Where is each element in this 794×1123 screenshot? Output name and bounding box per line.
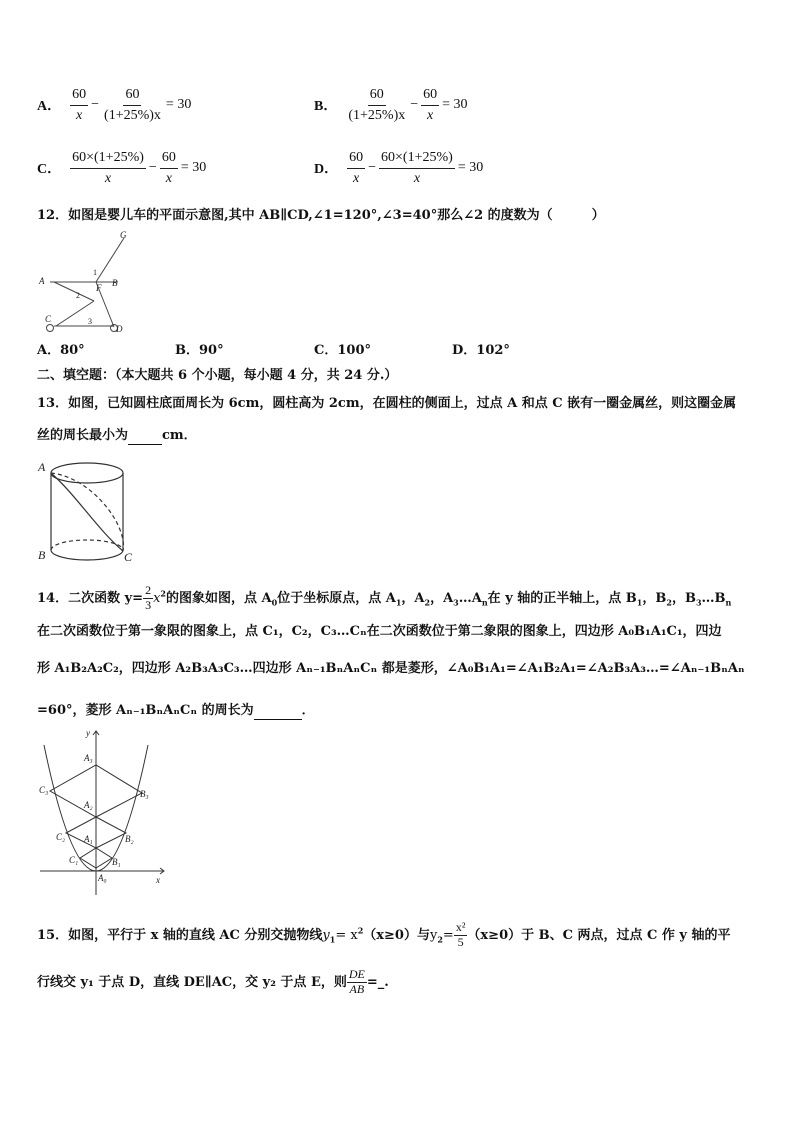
- label-a1: A₁: [84, 834, 93, 844]
- parabola-rhombus-figure: [36, 725, 176, 900]
- label-y: y: [86, 728, 90, 738]
- line-g-to-f: [96, 238, 124, 282]
- line-a-to-bend: [54, 282, 94, 301]
- q12-option-b: B．90°: [175, 343, 224, 358]
- cylinder-top: [51, 463, 123, 483]
- label-b3: B₃: [140, 789, 149, 799]
- label-b: B: [38, 548, 46, 562]
- fraction: $\frac{\text{x²}}{5}$: [455, 920, 466, 949]
- label-a: A: [38, 460, 46, 474]
- q14-line4: =60°，菱形 Aₙ₋₁BₙAₙCₙ 的周长为 ．: [37, 703, 315, 718]
- fraction: $\frac{2}{3}$: [145, 583, 152, 612]
- q11-option-b: B． $\frac{60}{(1+25\%)x}$ − $\frac{60}{x}$ = 30: [314, 87, 468, 123]
- wheel-c: [47, 325, 54, 332]
- q14-line3: 形 A₁B₂A₂C₂，四边形 A₂B₃A₃C₃…四边形 Aₙ₋₁BₙAₙCₙ 都是菱形，∠A₀B₁A₁=∠A₁B₂A₁=∠A₂B₃A₃…=∠Aₙ₋₁BₙAₙ: [37, 661, 745, 676]
- angle-1-label: 1: [93, 268, 97, 277]
- q12-option-a: A．80°: [37, 343, 85, 358]
- label-b: B: [112, 278, 118, 288]
- angle-3-label: 3: [88, 317, 92, 326]
- q15-line1: 15．如图，平行于 x 轴的直线 AC 分别交抛物线$y_1= x^2(x\ge 0)$与$y_2=$ $\frac{\text{x²}}{5}$ （x≥0）于 B、C 两点，过点 C 作 y 轴的平: [37, 920, 731, 949]
- answer-blank: [254, 719, 302, 720]
- section-title: 二、填空题：（本大题共 6 个小题，每小题 4 分，共 24 分.）: [37, 368, 398, 383]
- fraction: $\frac{60}{x}$: [161, 150, 176, 186]
- label-a2: A₂: [84, 800, 93, 810]
- fraction: $\frac{60\times(1+25\%)}{x}$: [72, 150, 144, 186]
- q12-stem: 12．如图是婴儿车的平面示意图,其中 AB∥CD,∠1=120°,∠3=40°那么∠2 的度数为（ ）: [37, 208, 605, 223]
- label-d: D: [116, 324, 123, 334]
- fraction: $\frac{60}{(1+25\%)x}$: [104, 87, 161, 123]
- label-g: G: [120, 230, 127, 240]
- q14-line1: 14．二次函数 y= $\frac{2}{3}$ $x^2$的图象如图，点 $A_0$位于坐标原点，点 $A_1$，$A_2$，$A_3\dots A_n$在 y 轴的正半轴上，点 $B_1$，$B_2$，$B_3\dots B_n$: [37, 583, 732, 612]
- fraction: $\frac{60\times(1+25\%)}{x}$: [381, 150, 453, 186]
- q12-option-c: C．100°: [314, 343, 371, 358]
- angle-2-label: 2: [76, 291, 80, 300]
- label-b2: B₂: [125, 834, 134, 844]
- q13-line1: 13．如图，已知圆柱底面周长为 6cm，圆柱高为 2cm，在圆柱的侧面上，过点 A 和点 C 嵌有一圈金属丝，则这圈金属: [37, 396, 737, 411]
- label-c1: C₁: [69, 855, 79, 865]
- q12-option-d: D．102°: [452, 343, 510, 358]
- label-c3: C₃: [39, 785, 49, 795]
- fraction: $\frac{DE}{AB}$: [348, 967, 365, 996]
- label-c: C: [45, 314, 52, 324]
- label-a0: A₀: [98, 873, 107, 883]
- q11-option-d: D． $\frac{60}{x}$ − $\frac{60\times(1+25\%)}{x}$ = 30: [314, 150, 484, 186]
- fraction: $\frac{60}{(1+25\%)x}$: [348, 87, 406, 123]
- q14-line2: 在二次函数位于第一象限的图象上，点 C₁，C₂，C₃…Cₙ在二次函数位于第二象限的图象上，四边形 A₀B₁A₁C₁，四边: [37, 624, 722, 639]
- label-a: A: [39, 276, 45, 286]
- fraction: $\frac{60}{x}$: [423, 87, 438, 123]
- q11-option-a: A． $\frac{60}{x}$ − $\frac{60}{(1+25\%)x}$ = 30: [37, 87, 192, 123]
- label-c: C: [124, 550, 133, 564]
- answer-blank: [128, 444, 162, 445]
- cylinder-bottom-front: [51, 550, 123, 560]
- wire-front: [51, 473, 123, 551]
- label-a3: A₃: [84, 753, 93, 763]
- label-c2: C₂: [56, 832, 66, 842]
- label-b1: B₁: [112, 857, 121, 867]
- q11-option-c: C． $\frac{60\times(1+25\%)}{x}$ − $\frac{60}{x}$ = 30: [37, 150, 207, 186]
- stroller-figure: [36, 230, 146, 338]
- label-f: F: [96, 283, 102, 293]
- q13-line2: 丝的周长最小为 cm．: [37, 428, 197, 443]
- label-x: x: [156, 875, 160, 885]
- q15-line2: 行线交 y₁ 于点 D，直线 DE∥AC，交 y₂ 于点 E，则 $\frac{DE}{AB}$ =_.: [37, 967, 389, 996]
- fraction: $\frac{60}{x}$: [349, 150, 364, 186]
- cylinder-figure: [36, 455, 136, 565]
- fraction: $\frac{60}{x}$: [72, 87, 87, 123]
